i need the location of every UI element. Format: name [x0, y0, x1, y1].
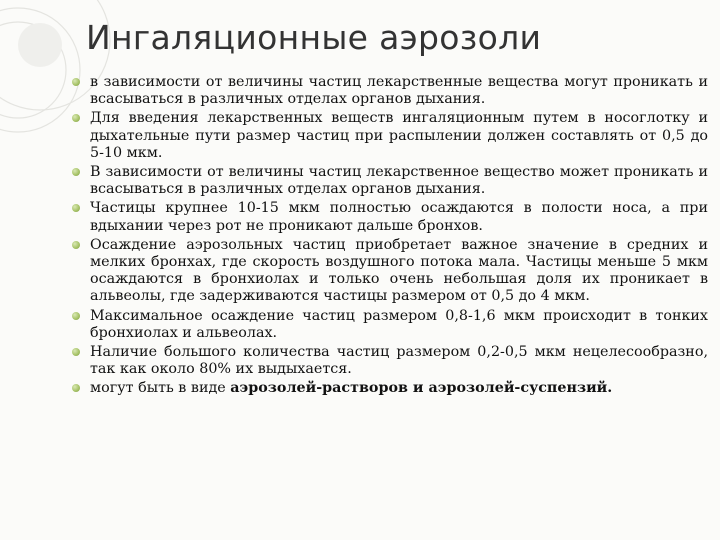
bullet-icon — [72, 312, 80, 320]
list-item — [72, 110, 708, 162]
list-item — [72, 380, 708, 397]
bullet-text: в зависимости от величины частиц лекарственные вещества могут проникать и всасываться в различных отделах органов дыхания. — [90, 74, 708, 108]
bullet-text: Для введения лекарственных веществ ингаляционным путем в носоглотку и дыхательные пути размер частиц при распылении должен составлять от 0,5 до 5-10 мкм. — [90, 110, 708, 161]
bullet-text: В зависимости от величины частиц лекарственное вещество может проникать и всасываться в различных отделах органов дыхания. — [90, 164, 708, 198]
bullet-text: Частицы крупнее 10-15 мкм полностью осаждаются в полости носа, а при вдыхании через рот не проникают дальше бронхов. — [90, 200, 708, 234]
bullet-icon — [72, 384, 80, 392]
bullet-icon — [72, 241, 80, 249]
bullet-icon — [72, 114, 80, 122]
bullet-text-plain: могут быть в виде — [90, 380, 231, 397]
list-item — [72, 164, 708, 198]
bullet-text: Максимальное осаждение частиц размером 0,8-1,6 мкм происходит в тонких бронхиолах и альвеолах. — [90, 307, 708, 341]
list-item — [72, 237, 708, 306]
list-item — [72, 344, 708, 378]
bullet-icon — [72, 168, 80, 176]
bullet-icon — [72, 348, 80, 356]
bullet-text: Наличие большого количества частиц размером 0,2-0,5 мкм нецелесообразно, так как около 80% их выдыхается. — [90, 344, 708, 378]
slide-title: Ингаляционные аэрозоли — [86, 18, 542, 57]
list-item — [72, 308, 708, 342]
list-item — [72, 74, 708, 108]
bullet-icon — [72, 78, 80, 86]
bullet-text: Осаждение аэрозольных частиц приобретает важное значение в средних и мелких бронхах, где скорость воздушного потока мала. Частицы меньше 5 мкм осаждаются в бронхиолах и только очень небольшая доля их проникает в альвеолы, где задерживаются частицы размером от 0,5 до 4 мкм. — [90, 236, 708, 305]
bullet-text-bold: аэрозолей-растворов и аэрозолей-суспензий. — [230, 380, 613, 397]
bullet-list — [72, 74, 708, 400]
list-item — [72, 200, 708, 234]
bullet-icon — [72, 204, 80, 212]
